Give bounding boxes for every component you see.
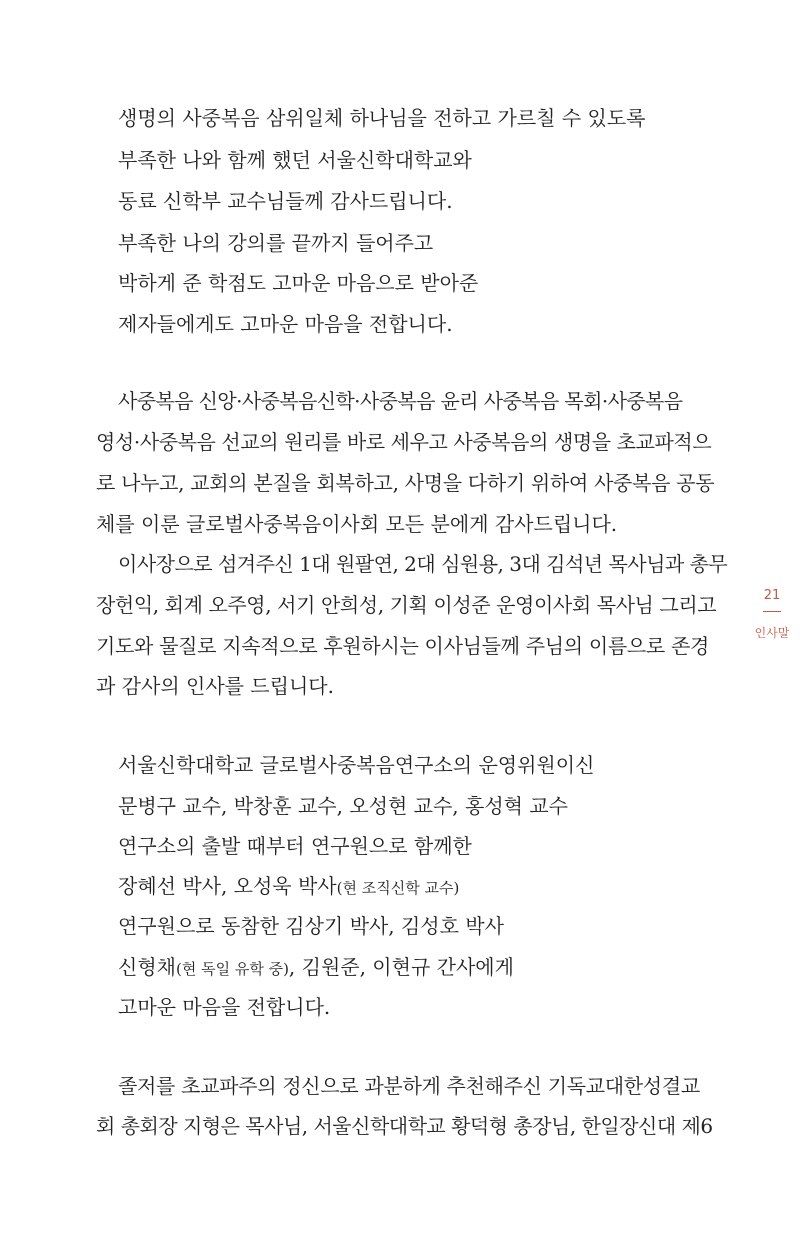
parenthetical-note: (현 조직신학 교수) (336, 879, 460, 897)
text-line: 문병구 교수, 박창훈 교수, 오성현 교수, 홍성혁 교수 (118, 794, 568, 818)
text-line: 부족한 나의 강의를 끝까지 들어주고 (118, 231, 434, 255)
text-line: 회 총회장 지형은 목사님, 서울신학대학교 황덕형 총장님, 한일장신대 제6 (96, 1114, 713, 1138)
text-line: 이사장으로 섬겨주신 1대 원팔연, 2대 심원용, 3대 김석년 목사님과 총무 (118, 552, 728, 576)
page-marker-divider (763, 611, 781, 612)
text-line: 졸저를 초교파주의 정신으로 과분하게 추천해주신 기독교대한성결교 (118, 1074, 700, 1098)
text-line: 연구원으로 동참한 김상기 박사, 김성호 박사 (118, 914, 504, 938)
text-line (118, 957, 514, 977)
text-line: 과 감사의 인사를 드립니다. (96, 674, 334, 698)
text-span: , 김원준, 이현규 간사에게 (288, 955, 514, 979)
text-line: 영성·사중복음 선교의 원리를 바로 세우고 사중복음의 생명을 초교파적으 (96, 430, 712, 454)
section-label: 인사말 (754, 626, 790, 640)
text-line: 연구소의 출발 때부터 연구원으로 함께한 (118, 834, 472, 858)
text-line: 사중복음 신앙·사중복음신학·사중복음 윤리 사중복음 목회·사중복음 (118, 389, 683, 413)
text-line (118, 876, 459, 896)
text-line: 제자들에게도 고마운 마음을 전합니다. (118, 312, 453, 336)
text-line: 부족한 나와 함께 했던 서울신학대학교와 (118, 148, 472, 172)
text-line: 생명의 사중복음 삼위일체 하나님을 전하고 가르칠 수 있도록 (118, 106, 646, 130)
parenthetical-note: (현 독일 유학 중) (175, 960, 289, 978)
text-span: 신형채 (118, 955, 176, 979)
text-line: 체를 이룬 글로벌사중복음이사회 모든 분에게 감사드립니다. (96, 512, 618, 536)
page-number: 21 (763, 588, 781, 603)
text-line: 서울신학대학교 글로벌사중복음연구소의 운영위원이신 (118, 753, 595, 777)
text-line: 장헌익, 회계 오주영, 서기 안희성, 기획 이성준 운영이사회 목사님 그리고 (96, 593, 717, 617)
text-line: 박하게 준 학점도 고마운 마음으로 받아준 (118, 271, 479, 295)
text-line: 기도와 물질로 지속적으로 후원하시는 이사님들께 주님의 이름으로 존경 (96, 634, 710, 658)
text-line: 고마운 마음을 전합니다. (118, 995, 331, 1019)
text-line: 동료 신학부 교수님들께 감사드립니다. (118, 189, 453, 213)
text-line: 로 나누고, 교회의 본질을 회복하고, 사명을 다하기 위하여 사중복음 공동 (96, 471, 715, 495)
text-span: 장혜선 박사, 오성욱 박사 (118, 874, 337, 898)
